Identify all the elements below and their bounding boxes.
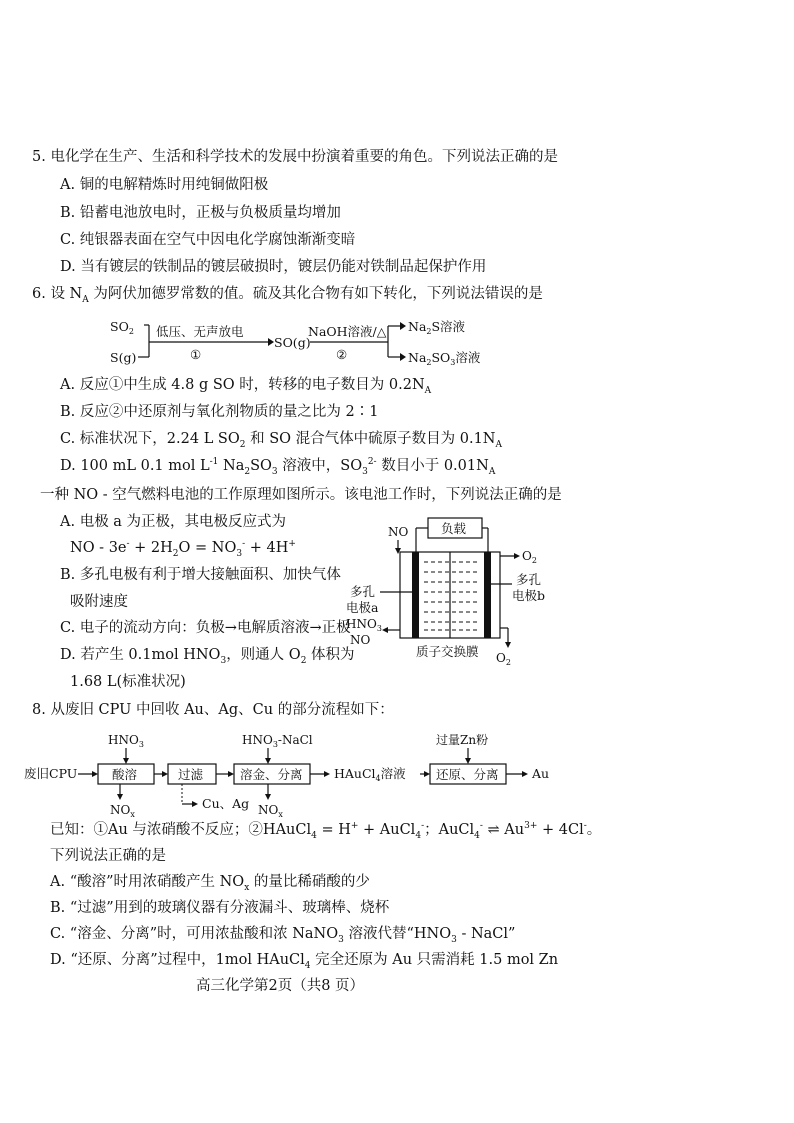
q5-option-b: B. 铅蓄电池放电时，正极与负极质量均增加 xyxy=(60,205,341,221)
scheme-middle: SO(g) xyxy=(274,335,311,350)
q7-option-b-line1: B. 多孔电极有利于增大接触面积、加快气体 xyxy=(60,567,341,583)
flow-step2-label: 过滤 xyxy=(178,767,204,782)
scheme-reactant-s: S(g) xyxy=(110,350,137,365)
q7-option-b-line2: 吸附速度 xyxy=(70,594,128,610)
q8-ask: 下列说法正确的是 xyxy=(50,848,166,864)
flow-end: Au xyxy=(532,766,550,781)
product-na2so3: $Na_2SO_3$溶液 xyxy=(408,350,481,367)
no-outlet-label: NO xyxy=(350,633,371,647)
flow-intermediate: HAuCl$_4$溶液 xyxy=(334,766,406,783)
q6-scheme xyxy=(100,312,520,374)
flow-in4: 过量Zn粉 xyxy=(436,733,489,747)
cond1-num: ① xyxy=(190,347,202,362)
o2-outlet-label: $O_2$ xyxy=(496,651,511,667)
flow-out2: Cu、Ag xyxy=(202,796,250,811)
q6-option-d: D. 100 mL 0.1 mol $L^{-1}$ $Na_2SO_3$ 溶液中，$SO_3^{2-}$ 数目小于 $0.01N_A$ xyxy=(60,457,496,477)
q7-stem: 一种 NO - 空气燃料电池的工作原理如图所示。该电池工作时，下列说法正确的是 xyxy=(40,487,562,503)
hno3-label: $HNO_3$ xyxy=(346,617,382,633)
q8-option-a: A. “酸溶”时用浓硝酸产生 $NO_x$ 的量比稀硝酸的少 xyxy=(50,874,370,893)
scheme-reactant-so2: $SO_2$ xyxy=(110,319,134,336)
q8-option-d: D. “还原、分离”过程中，1mol HAuCl$_4$ 完全还原为 Au 只需消耗 1.5 mol Zn xyxy=(50,952,559,971)
page-footer: 高三化学第2页（共8 页） xyxy=(196,978,365,994)
product-na2s: $Na_2S$溶液 xyxy=(408,319,466,336)
q7-option-d-line1: D. 若产生 0.1mol $HNO_3$，则通人 $O_2$ 体积为 xyxy=(60,647,355,666)
flow-out1: $NO_x$ xyxy=(110,803,135,819)
proton-exchange-membrane xyxy=(424,562,480,630)
electrode-a xyxy=(412,552,419,638)
q5-stem: 5. 电化学在生产、生活和科学技术的发展中扮演着重要的角色。下列说法正确的是 xyxy=(32,149,558,165)
q5-option-c: C. 纯银器表面在空气中因电化学腐蚀渐渐变暗 xyxy=(60,232,356,248)
q8-known: 已知：①Au 与浓硝酸不反应；②HAuCl$_4$ = H+ + AuCl$_4$-；AuCl$_4$- ⇌ $Au^{3+} + 4Cl^-$。 xyxy=(50,821,602,841)
recovery-flowchart xyxy=(22,728,562,820)
q7-option-a-line2: NO - $3e^- + 2H_2O = NO_3^- + 4H^+$ xyxy=(70,539,296,559)
flow-step3-label: 溶金、分离 xyxy=(240,767,303,782)
q5-option-d: D. 当有镀层的铁制品的镀层破损时，镀层仍能对铁制品起保护作用 xyxy=(60,259,487,275)
no-inlet-label: NO xyxy=(388,525,409,539)
q6-option-b: B. 反应②中还原剂与氧化剂物质的量之比为 2∶1 xyxy=(60,404,379,420)
electrode-b-label2: 电极b xyxy=(512,588,546,603)
electrode-a-label2: 电极a xyxy=(346,600,379,615)
cond2-num: ② xyxy=(336,347,348,362)
q8-option-b: B. “过滤”用到的玻璃仪器有分液漏斗、玻璃棒、烧杯 xyxy=(50,900,390,916)
q7-option-a-line1: A. 电极 a 为正极，其电极反应式为 xyxy=(60,514,287,530)
flow-out3: $NO_x$ xyxy=(258,803,283,819)
o2-inlet-label: $O_2$ xyxy=(522,549,537,565)
q6-option-a: A. 反应①中生成 4.8 g SO 时，转移的电子数目为 $0.2N_A$ xyxy=(60,377,432,396)
fuel-cell-figure xyxy=(340,512,555,667)
q5-option-a: A. 铜的电解精炼时用纯铜做阳极 xyxy=(60,177,269,193)
q6-option-c: C. 标准状况下，2.24 L $SO_2$ 和 SO 混合气体中硫原子数目为 $0.1N_A$ xyxy=(60,431,502,450)
q7-option-d-line2: 1.68 L(标准状况) xyxy=(70,674,186,690)
cond2-label: NaOH溶液/△ xyxy=(308,324,387,339)
electrode-a-label1: 多孔 xyxy=(350,584,376,599)
electrode-b xyxy=(484,552,491,638)
load-label: 负载 xyxy=(441,521,467,536)
flow-start: 废旧CPU xyxy=(24,766,78,781)
cond1-label: 低压、无声放电 xyxy=(156,324,244,339)
q7-option-c: C. 电子的流动方向：负极→电解质溶液→正极 xyxy=(60,620,351,636)
q6-stem: 6. 设 $N_A$ 为阿伏加德罗常数的值。硫及其化合物有如下转化，下列说法错误的是 xyxy=(32,286,543,305)
q8-stem: 8. 从废旧 CPU 中回收 Au、Ag、Cu 的部分流程如下： xyxy=(32,702,394,718)
flow-in3: $HNO_3$-NaCl xyxy=(242,733,313,749)
q8-option-c: C. “溶金、分离”时，可用浓盐酸和浓 NaNO$_3$ 溶液代替“$HNO_3$ - NaCl” xyxy=(50,926,516,945)
flow-step4-label: 还原、分离 xyxy=(436,767,499,782)
electrode-b-label1: 多孔 xyxy=(516,572,542,587)
flow-step1-label: 酸溶 xyxy=(112,767,138,782)
flow-in1: $HNO_3$ xyxy=(108,733,144,749)
membrane-label: 质子交换膜 xyxy=(416,644,479,659)
